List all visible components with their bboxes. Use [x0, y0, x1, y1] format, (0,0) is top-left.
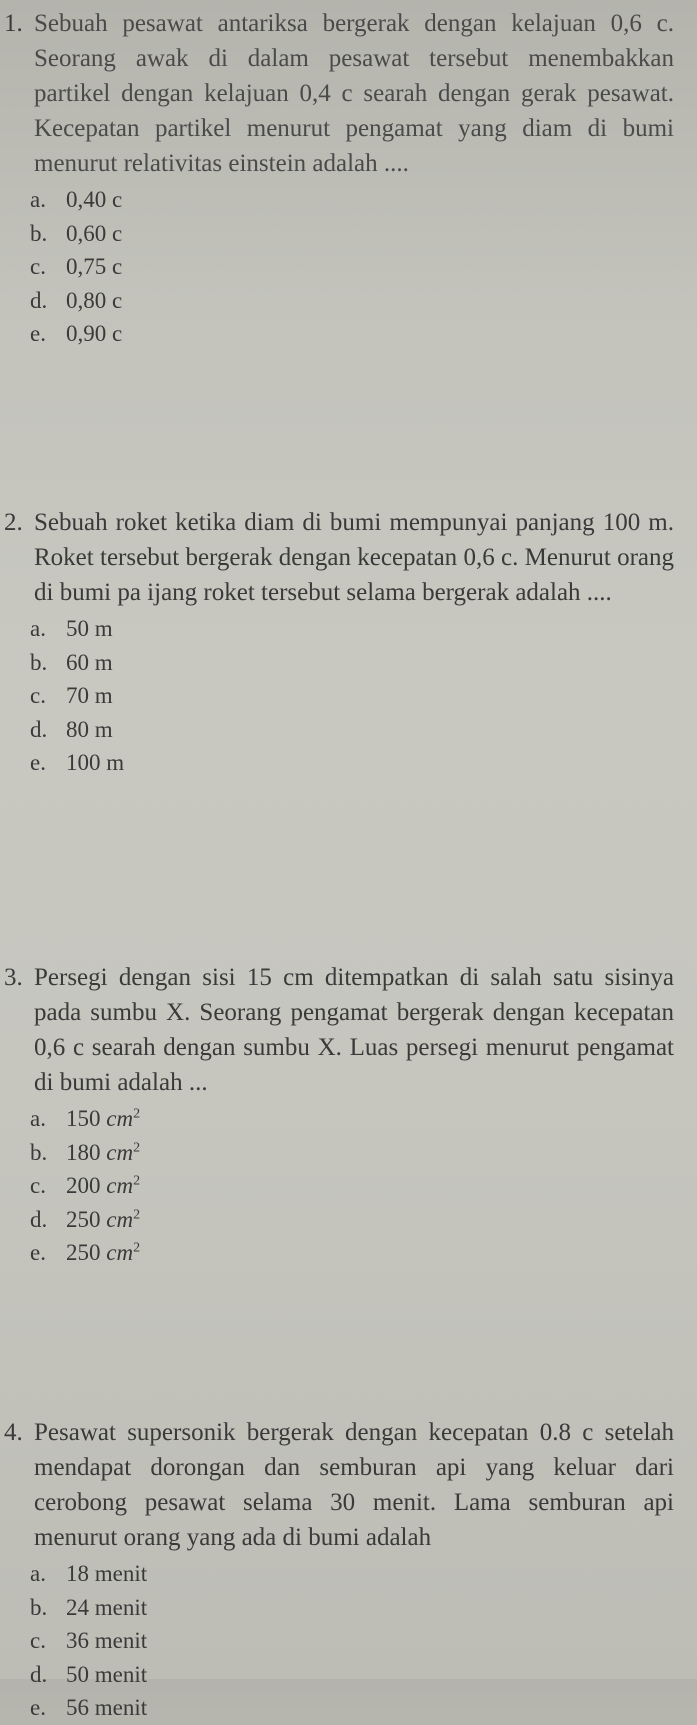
question-2 [0, 505, 697, 780]
option-letter: d. [30, 1661, 48, 1687]
question-number: 1. [4, 10, 23, 37]
question-1 [0, 6, 697, 351]
option-a[interactable] [30, 1102, 697, 1136]
option-letter: c. [30, 254, 46, 279]
option-letter: c. [30, 1628, 46, 1653]
option-e[interactable] [30, 317, 697, 351]
option-letter: a. [30, 1561, 46, 1586]
option-letter: e. [30, 750, 46, 775]
option-d[interactable] [30, 284, 697, 318]
option-value: 0,60 c [66, 220, 123, 246]
area-number: 200 [66, 1173, 101, 1198]
option-letter: e. [30, 321, 46, 346]
answer-options [30, 1557, 697, 1725]
area-number: 250 [66, 1206, 101, 1232]
unit-exponent: 2 [133, 1240, 141, 1256]
option-b[interactable] [30, 1136, 697, 1170]
option-value [66, 1136, 140, 1170]
unit-exponent: 2 [133, 1106, 141, 1122]
answer-options [30, 612, 697, 780]
option-letter: a. [30, 616, 46, 641]
option-c[interactable] [30, 1624, 697, 1658]
area-unit: cm [106, 1206, 134, 1232]
option-value: 70 m [66, 683, 113, 708]
question-4 [0, 1415, 697, 1725]
option-e[interactable] [30, 1691, 697, 1725]
question-3 [0, 960, 697, 1270]
option-letter: c. [30, 1173, 46, 1198]
area-unit: cm [106, 1173, 134, 1198]
option-letter: d. [30, 1206, 48, 1232]
option-value: 24 menit [66, 1594, 148, 1620]
unit-exponent: 2 [133, 1173, 141, 1189]
option-e[interactable] [30, 746, 697, 780]
option-value: 50 m [66, 616, 113, 641]
unit-exponent: 2 [133, 1139, 141, 1155]
option-letter: b. [30, 1139, 48, 1165]
option-value [66, 1102, 140, 1136]
option-c[interactable] [30, 1169, 697, 1203]
option-value: 56 menit [66, 1695, 148, 1720]
option-letter: c. [30, 683, 46, 708]
unit-exponent: 2 [133, 1206, 141, 1222]
option-value: 80 m [66, 716, 113, 742]
option-letter: e. [30, 1695, 46, 1720]
option-value: 0,80 c [66, 287, 123, 313]
question-number: 4. [4, 1419, 23, 1446]
option-a[interactable] [30, 612, 697, 646]
question-number: 3. [4, 964, 23, 991]
option-d[interactable] [30, 1203, 697, 1237]
option-value [66, 1236, 140, 1270]
option-value: 60 m [66, 649, 113, 675]
option-b[interactable] [30, 646, 697, 680]
option-value: 0,90 c [66, 321, 123, 346]
area-number: 250 [66, 1240, 101, 1265]
option-d[interactable] [30, 1658, 697, 1692]
option-letter: b. [30, 1594, 48, 1620]
question-text: Persegi dengan sisi 15 cm ditempatkan di salah satu sisinya pada sumbu X. Seorang pengamat bergerak dengan kecepatan 0,6 c searah dengan sumbu X. Luas persegi menurut pengamat di bumi adalah ... [34, 964, 674, 1096]
option-b[interactable] [30, 217, 697, 251]
option-letter: a. [30, 187, 46, 212]
option-value: 36 menit [66, 1628, 148, 1653]
option-c[interactable] [30, 679, 697, 713]
option-value [66, 1169, 140, 1203]
option-value: 18 menit [66, 1561, 148, 1586]
option-value: 50 menit [66, 1661, 148, 1687]
option-value: 0,40 c [66, 187, 123, 212]
option-value: 0,75 c [66, 254, 123, 279]
option-letter: b. [30, 220, 48, 246]
option-letter: d. [30, 287, 48, 313]
option-letter: b. [30, 649, 48, 675]
option-a[interactable] [30, 183, 697, 217]
option-letter: d. [30, 716, 48, 742]
answer-options [30, 1102, 697, 1270]
question-text: Sebuah roket ketika diam di bumi mempunyai panjang 100 m. Roket tersebut bergerak dengan kecepatan 0,6 c. Menurut orang di bumi pa ijang roket tersebut selama bergerak adalah .... [34, 509, 674, 606]
option-value: 100 m [66, 750, 125, 775]
area-number: 180 [66, 1139, 101, 1165]
question-text: Pesawat supersonik bergerak dengan kecepatan 0.8 c setelah mendapat dorongan dan semburan api yang keluar dari cerobong pesawat selama 30 menit. Lama semburan api menurut orang yang ada di bumi adalah [34, 1419, 674, 1551]
area-number: 150 [66, 1106, 101, 1131]
question-number: 2. [4, 509, 23, 536]
option-value [66, 1203, 140, 1237]
option-d[interactable] [30, 713, 697, 747]
area-unit: cm [106, 1139, 134, 1165]
area-unit: cm [106, 1106, 134, 1131]
option-e[interactable] [30, 1236, 697, 1270]
question-text: Sebuah pesawat antariksa bergerak dengan kelajuan 0,6 c. Seorang awak di dalam pesawat tersebut menembakkan partikel dengan kelajuan 0,4 c searah dengan gerak pesawat. Kecepatan partikel menurut pengamat yang diam di bumi menurut relativitas einstein adalah .... [34, 10, 674, 177]
option-letter: e. [30, 1240, 46, 1265]
option-b[interactable] [30, 1591, 697, 1625]
option-letter: a. [30, 1106, 46, 1131]
option-a[interactable] [30, 1557, 697, 1591]
option-c[interactable] [30, 250, 697, 284]
answer-options [30, 183, 697, 351]
area-unit: cm [106, 1240, 134, 1265]
